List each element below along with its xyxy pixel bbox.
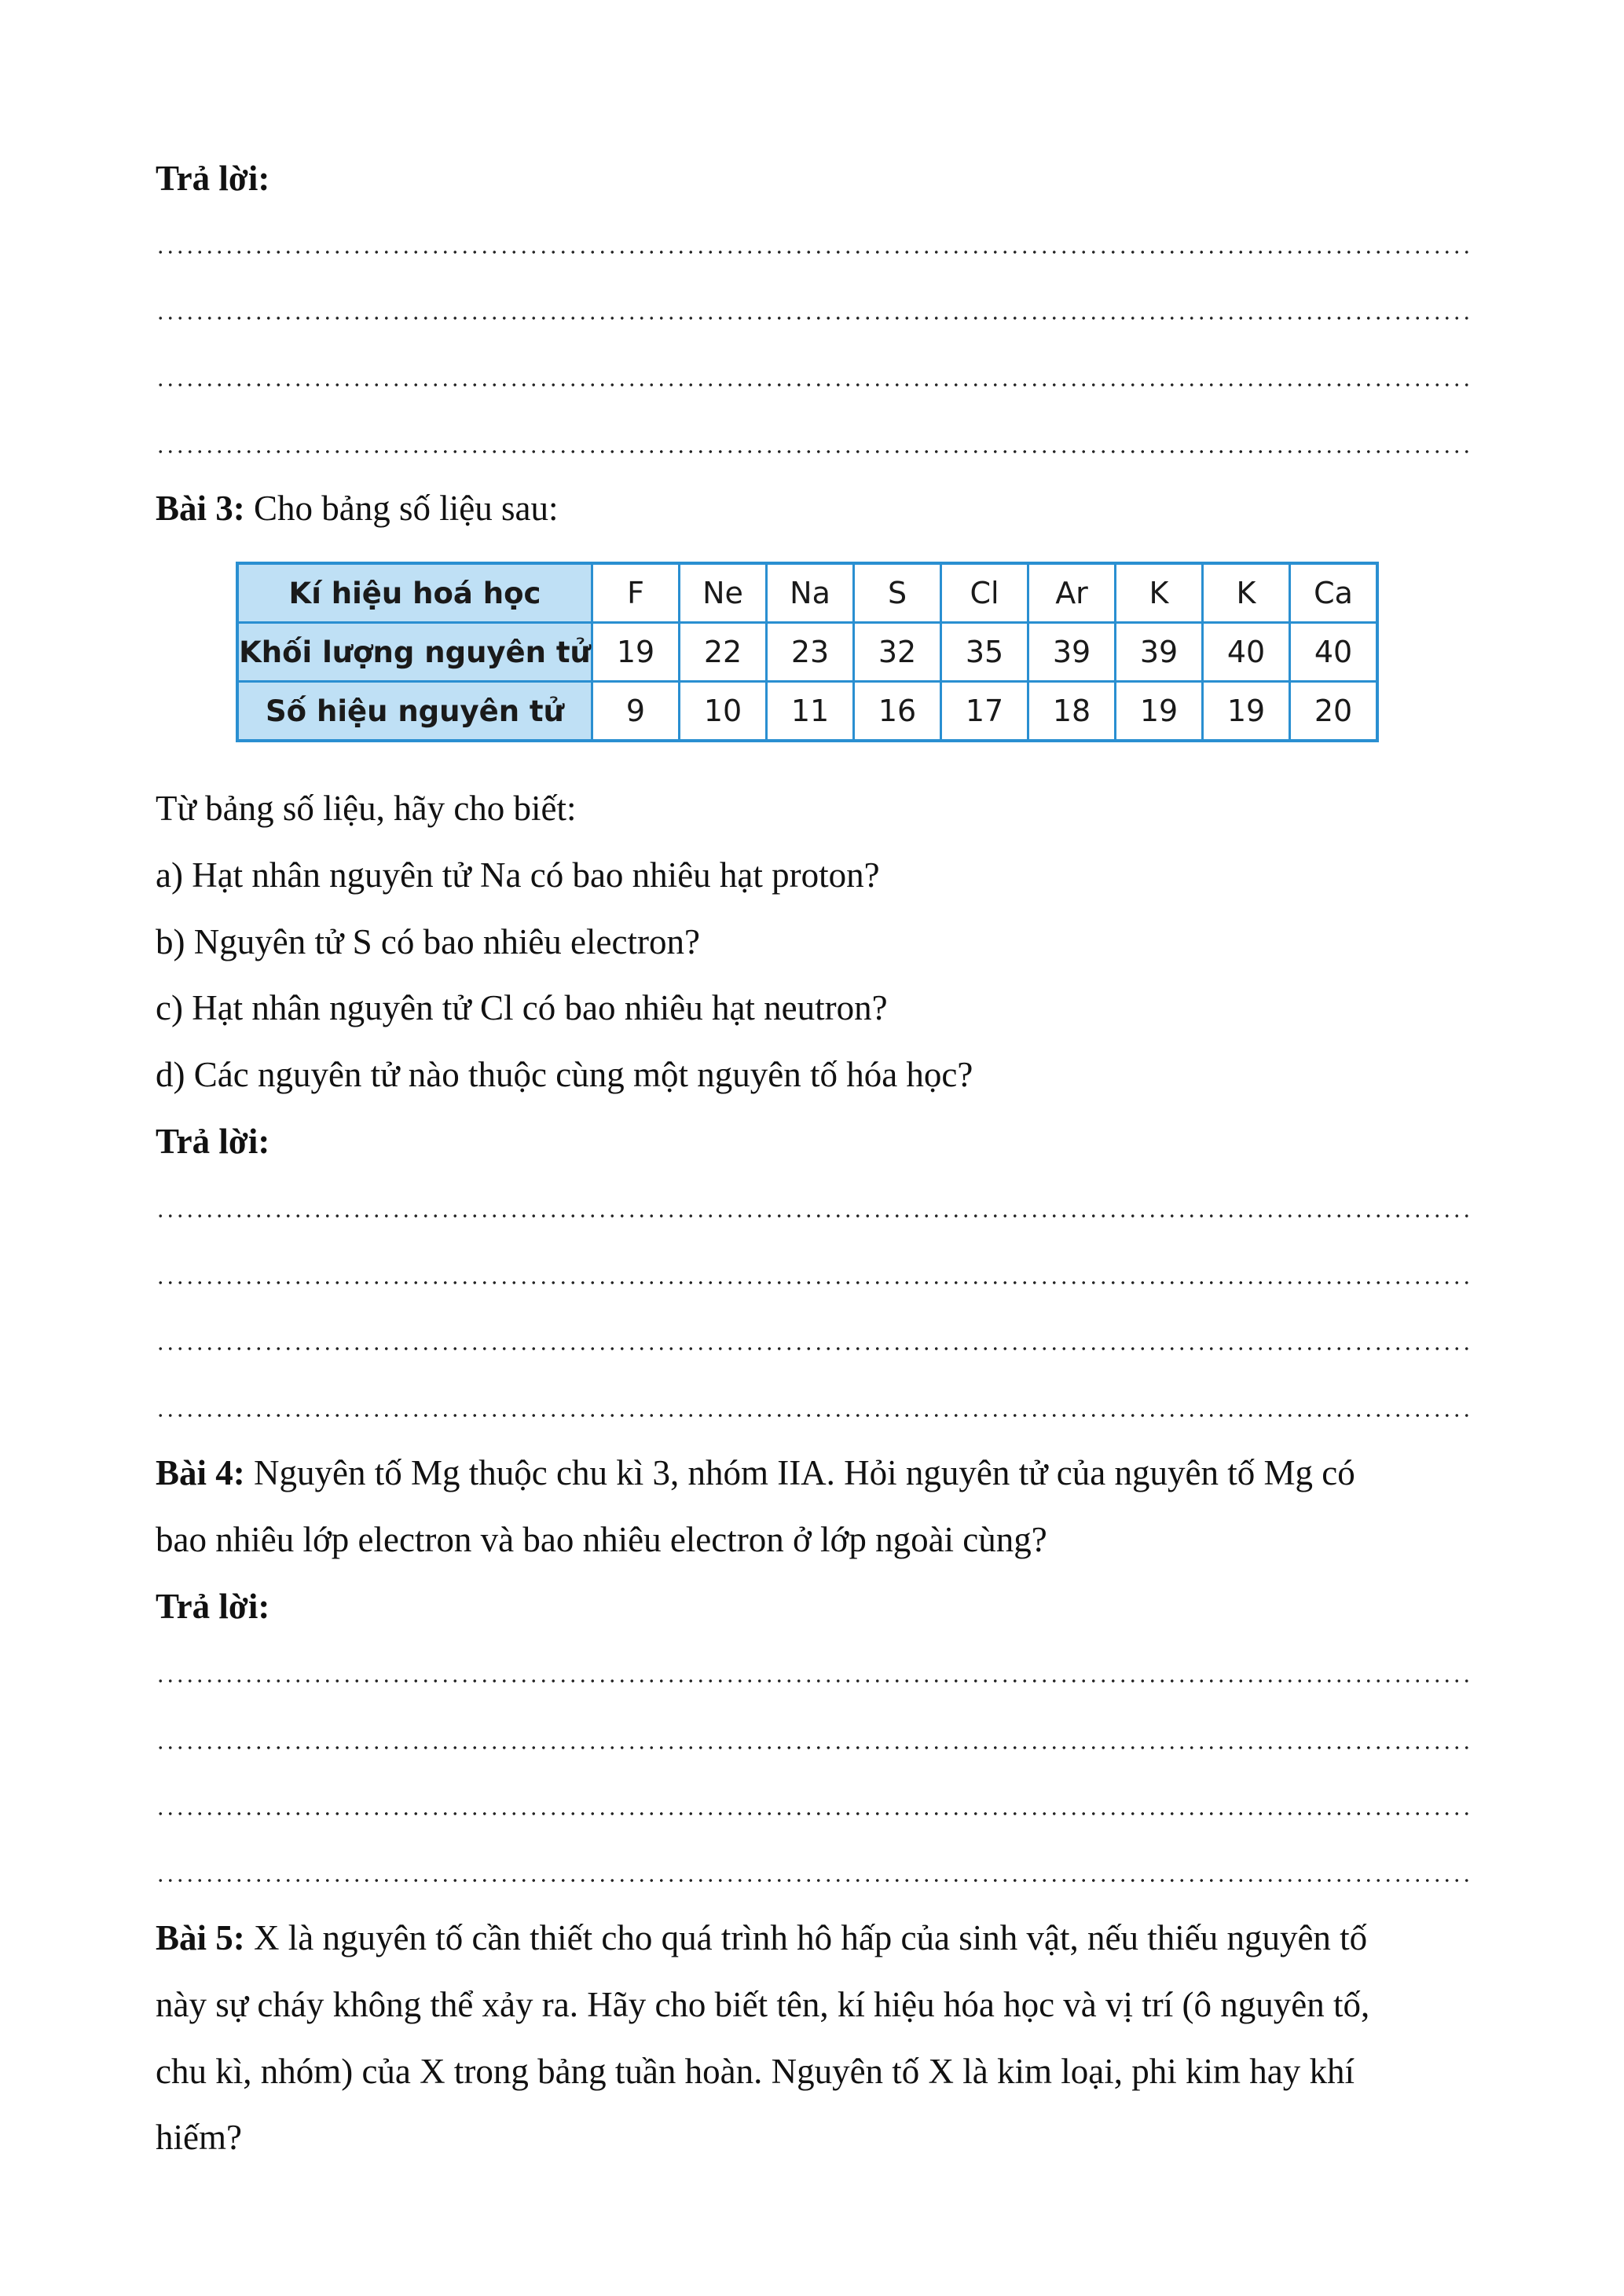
table-cell: Ca — [1290, 563, 1378, 623]
answer-line — [156, 1280, 1469, 1285]
question-c: c) Hạt nhân nguyên tử Cl có bao nhiêu hạt neutron? — [156, 988, 888, 1027]
table-cell: 19 — [592, 623, 680, 682]
table-cell: 18 — [1028, 682, 1116, 742]
table-row — [237, 682, 1377, 742]
question-b: b) Nguyên tử S có bao nhiêu electron? — [156, 922, 700, 961]
bai4-line-2: bao nhiêu lớp electron và bao nhiêu electron ở lớp ngoài cùng? — [156, 1520, 1047, 1559]
bai5-line-4: hiếm? — [156, 2118, 242, 2157]
table-cell: 10 — [680, 682, 767, 742]
table-cell: 23 — [767, 623, 854, 682]
table-cell: 16 — [854, 682, 941, 742]
answer-line — [156, 1214, 1469, 1218]
table-cell: 39 — [1028, 623, 1116, 682]
bai5-line-2: này sự cháy không thể xảy ra. Hãy cho biết tên, kí hiệu hóa học và vị trí (ô nguyên tố, — [156, 1985, 1370, 2024]
table-cell: Ar — [1028, 563, 1116, 623]
table-cell: 32 — [854, 623, 941, 682]
question-a: a) Hạt nhân nguyên tử Na có bao nhiêu hạt proton? — [156, 855, 880, 895]
bai3-label: Bài 3: — [156, 489, 245, 528]
table-cell: Ne — [680, 563, 767, 623]
table-cell: 40 — [1290, 623, 1378, 682]
answer-line — [156, 1811, 1469, 1816]
table-cell: 9 — [592, 682, 680, 742]
table-cell: 40 — [1203, 623, 1290, 682]
row-header: Khối lượng nguyên tử — [237, 623, 592, 682]
answer-label-1: Trả lời: — [156, 159, 270, 198]
answer-line — [156, 383, 1469, 387]
table-cell: K — [1116, 563, 1203, 623]
table-row — [237, 563, 1377, 623]
answer-line — [156, 1413, 1469, 1418]
bai4-label: Bài 4: — [156, 1453, 245, 1492]
answer-line — [156, 1679, 1469, 1683]
table-cell: 17 — [941, 682, 1028, 742]
answer-line — [156, 316, 1469, 320]
table-cell: 35 — [941, 623, 1028, 682]
bai5-label: Bài 5: — [156, 1918, 245, 1957]
bai5-line-3: chu kì, nhóm) của X trong bảng tuần hoàn. Nguyên tố X là kim loại, phi kim hay khí — [156, 2052, 1355, 2091]
table-cell: Na — [767, 563, 854, 623]
table-cell: 19 — [1203, 682, 1290, 742]
answer-line — [156, 250, 1469, 255]
question-d: d) Các nguyên tử nào thuộc cùng một nguyên tố hóa học? — [156, 1055, 973, 1094]
row-header: Số hiệu nguyên tử — [237, 682, 592, 742]
bai5-line-1 — [156, 1914, 1491, 1961]
bai4-text: Nguyên tố Mg thuộc chu kì 3, nhóm IIA. Hỏi nguyên tử của nguyên tố Mg có — [244, 1453, 1355, 1492]
bai4-line-1 — [156, 1449, 1491, 1496]
table-cell: Cl — [941, 563, 1028, 623]
answer-line — [156, 449, 1469, 454]
table-row — [237, 623, 1377, 682]
table-cell: F — [592, 563, 680, 623]
element-data-table — [236, 562, 1379, 742]
answer-line — [156, 1346, 1469, 1351]
bai3-intro: Từ bảng số liệu, hãy cho biết: — [156, 789, 577, 828]
answer-line — [156, 1745, 1469, 1750]
table-cell: 22 — [680, 623, 767, 682]
table-cell: S — [854, 563, 941, 623]
bai3-text: Cho bảng số liệu sau: — [244, 489, 559, 528]
answer-label-2: Trả lời: — [156, 1122, 270, 1161]
table-cell: 11 — [767, 682, 854, 742]
answer-line — [156, 1878, 1469, 1883]
table-cell: K — [1203, 563, 1290, 623]
table-cell: 19 — [1116, 682, 1203, 742]
table-cell: 20 — [1290, 682, 1378, 742]
row-header: Kí hiệu hoá học — [237, 563, 592, 623]
bai3-heading — [156, 485, 1491, 532]
answer-label-3: Trả lời: — [156, 1587, 270, 1626]
bai5-text: X là nguyên tố cần thiết cho quá trình hô hấp của sinh vật, nếu thiếu nguyên tố — [244, 1918, 1368, 1957]
table-cell: 39 — [1116, 623, 1203, 682]
